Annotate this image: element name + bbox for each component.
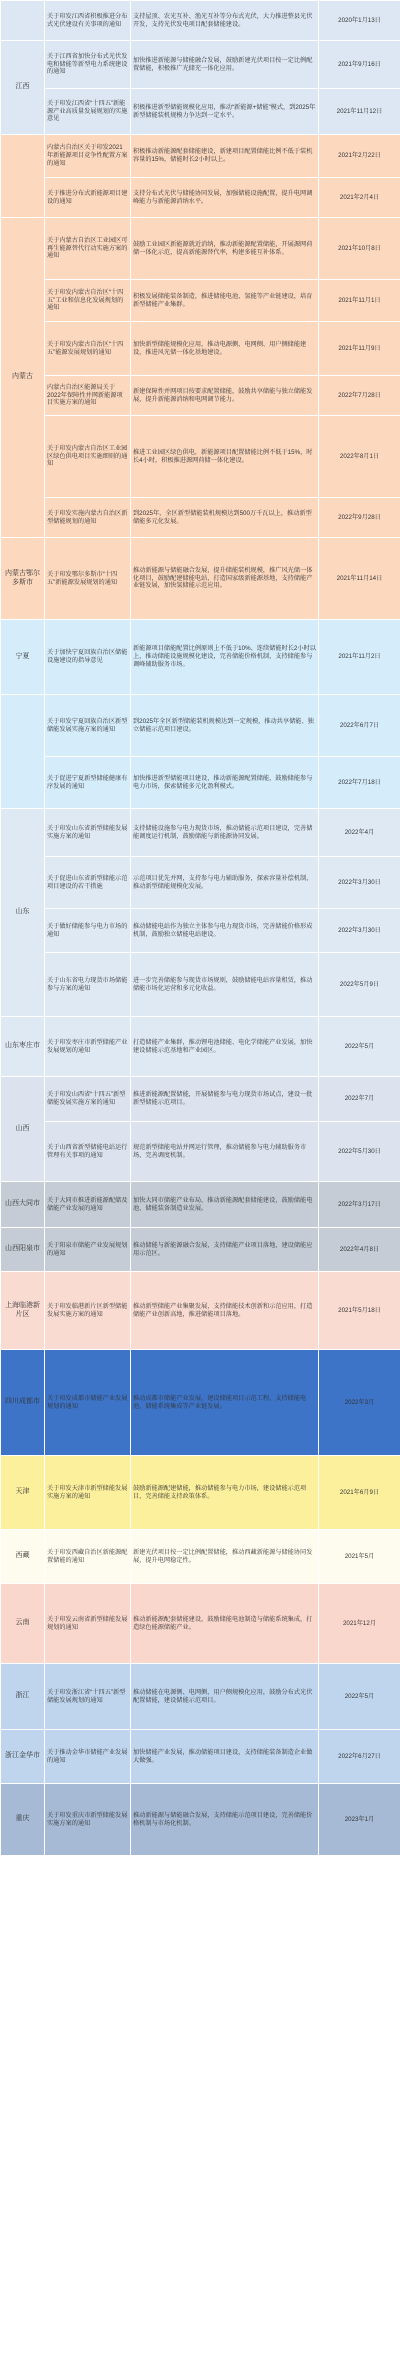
content-cell: 鼓励新能源配建储能，推动储能参与电力市场，建设储能示范项目，完善储能支持政策体系。 [131,1456,319,1530]
table-row [1,1784,400,1856]
policy-cell: 关于印发浙江省“十四五”新型储能发展规划的通知 [45,1664,131,1730]
table-row [1,280,400,322]
date-cell: 2021年6月9日 [319,1456,400,1530]
content-cell: 进一步完善储能参与现货市场规则，鼓励储能电站容量租赁，推动储能市场化运营和多元化收益。 [131,953,319,1017]
policy-cell: 关于印发江西省“十四五”新能源产业高质量发展规划的实施意见 [45,89,131,135]
policy-cell: 关于加快宁夏回族自治区储能设施建设的指导意见 [45,620,131,695]
date-cell: 2021年11月14日 [319,538,400,620]
table-row [1,41,400,89]
content-cell: 推动新能源配套储能建设，鼓励储能电池制造与储能系统集成，打造绿色能源储能产业。 [131,1584,319,1664]
table-row [1,1,400,41]
region-cell [1,695,45,809]
content-cell: 推进工业园区绿色供电，新能源项目配置储能比例不低于15%，时长4小时，积极推进源网荷储一体化建设。 [131,416,319,498]
table-row [1,416,400,498]
content-cell: 推动新能源与储能融合发展，支持储能示范项目建设，完善储能价格机制与市场化机制。 [131,1784,319,1856]
date-cell: 2022年6月7日 [319,695,400,757]
policy-cell: 关于推进分布式新能源项目建设的通知 [45,178,131,218]
content-cell: 加快推进新型储能项目建设，推动新能源配置储能，鼓励储能参与电力市场，探索储能多元化盈利模式。 [131,757,319,809]
table-row [1,1350,400,1456]
table-row [1,695,400,757]
region-cell: 浙江金华市 [1,1730,45,1784]
date-cell: 2022年8月1日 [319,416,400,498]
policy-cell: 关于印发枣庄市新型储能产业发展规划的通知 [45,1017,131,1077]
region-cell: 重庆 [1,1784,45,1856]
content-cell: 推动储能在电源侧、电网侧、用户侧规模化应用，鼓励分布式光伏配置储能，建设储能示范项目。 [131,1664,319,1730]
region-cell: 宁夏 [1,620,45,695]
region-cell: 山西大同市 [1,1182,45,1228]
table-row [1,620,400,695]
region-cell: 山东枣庄市 [1,1017,45,1077]
content-cell: 支持屋顶、农光互补、渔光互补等分布式光伏，大力推进整县光伏开发，支持光伏发电项目配套储能建设。 [131,1,319,41]
date-cell: 2021年11月9日 [319,322,400,376]
table-row [1,1730,400,1784]
policy-cell: 关于山西省新型储能电站运行管理有关事项的通知 [45,1122,131,1182]
region-cell: 上海临港新片区 [1,1272,45,1350]
date-cell: 2021年5月 [319,1530,400,1584]
date-cell: 2021年9月16日 [319,41,400,89]
table-row [1,218,400,280]
table-row [1,89,400,135]
content-cell: 规范新型储能电站并网运行管理，推动储能参与电力辅助服务市场，完善调度机制。 [131,1122,319,1182]
date-cell: 2022年4月8日 [319,1228,400,1272]
policy-cell: 关于印发山西省“十四五”新型储能发展实施方案的通知 [45,1077,131,1122]
table-row [1,809,400,857]
table-row [1,757,400,809]
content-cell: 支持储能设施参与电力现货市场，推动储能示范项目建设，完善储能调度运行机制，鼓励储能与新能源协同发展。 [131,809,319,857]
table-row [1,953,400,1017]
date-cell: 2022年5月30日 [319,1122,400,1182]
policy-cell: 关于印发山东省新型储能发展实施方案的通知 [45,809,131,857]
policy-cell: 关于江西省加快分布式光伏发电和储能等新型电力系统建设的通知 [45,41,131,89]
table-row [1,498,400,538]
content-cell: 积极推进新型储能规模化应用，推动“新能源+储能”模式，到2025年新型储能装机规模力争达到一定水平。 [131,89,319,135]
table-row [1,1456,400,1530]
content-cell: 推进新能源配置储能，开展储能参与电力现货市场试点，建设一批新型储能示范项目。 [131,1077,319,1122]
content-cell: 推动成都市储能产业发展，建设储能项目示范工程，支持储能电池、储能系统集成等产业链发展。 [131,1350,319,1456]
policy-cell: 关于印发成都市储能产业发展规划的通知 [45,1350,131,1456]
policy-cell: 关于印发实施内蒙古自治区新型储能规划的通知 [45,498,131,538]
date-cell: 2021年11月12日 [319,89,400,135]
policy-table-body [1,1,400,1856]
date-cell: 2022年7月28日 [319,376,400,416]
date-cell: 2021年11月2日 [319,620,400,695]
policy-cell: 关于促进宁夏新型储能健康有序发展的通知 [45,757,131,809]
region-cell: 山西 [1,1077,45,1182]
region-cell: 江西 [1,41,45,135]
policy-cell: 关于内蒙古自治区工业园区可再生能源替代行动实施方案的通知 [45,218,131,280]
policy-cell: 关于推动金华市储能产业发展的通知 [45,1730,131,1784]
date-cell: 2021年2月22日 [319,135,400,178]
content-cell: 加快新型储能规模化应用，推动电源侧、电网侧、用户侧储能建设，推进风光储一体化基地建设。 [131,322,319,376]
date-cell: 2022年7月 [319,1077,400,1122]
content-cell: 新能源项目储能配置比例原则上不低于10%、连续储能时长2小时以上，推动储能设施规模化建设，完善储能价格机制，支持储能参与调峰辅助服务市场。 [131,620,319,695]
content-cell: 推动新能源与储能融合发展，提升储能装机规模，推广风光储一体化项目，鼓励配建储能电站，打造国家级新能源基地，支持储能产业链发展，加快氢储能示范应用。 [131,538,319,620]
table-row [1,1017,400,1077]
policy-cell: 关于印发临港新片区新型储能发展实施方案的通知 [45,1272,131,1350]
table-row [1,538,400,620]
content-cell: 推动储能与新能源融合发展，支持储能产业项目落地，建设储能应用示范区。 [131,1228,319,1272]
content-cell: 新建光伏项目按一定比例配置储能，推动西藏新能源与储能协同发展，提升电网稳定性。 [131,1530,319,1584]
date-cell: 2022年3月30日 [319,857,400,909]
content-cell: 积极发展储能装备制造，推进储能电池、氢能等产业链建设，培育新型储能产业集群。 [131,280,319,322]
region-cell [1,135,45,218]
policy-cell: 关于印发内蒙古自治区“十四五”能源发展规划的通知 [45,322,131,376]
table-row [1,857,400,909]
policy-cell: 关于阳泉市储能产业发展规划的通知 [45,1228,131,1272]
policy-cell: 内蒙古自治区能源局关于2022年保障性并网新能源项目实施方案的通知 [45,376,131,416]
policy-cell: 关于印发云南省新型储能发展规划的通知 [45,1584,131,1664]
date-cell: 2021年10月8日 [319,218,400,280]
table-row [1,1272,400,1350]
policy-cell: 关于印发内蒙古自治区工业园区绿色供电项目实施细则的通知 [45,416,131,498]
table-row [1,1182,400,1228]
content-cell: 打造储能产业集群，推动锂电池储能、电化学储能产业发展，加快建设储能示范基地和产业园区。 [131,1017,319,1077]
table-row [1,1530,400,1584]
content-cell: 到2025年全区新型储能装机规模达到一定规模，推动共享储能、独立储能示范项目建设。 [131,695,319,757]
table-row [1,1228,400,1272]
table-row [1,135,400,178]
policy-cell: 关于印发西藏自治区新能源配置储能的通知 [45,1530,131,1584]
policy-cell: 关于印发重庆市新型储能发展实施方案的通知 [45,1784,131,1856]
table-row [1,1122,400,1182]
table-row [1,909,400,953]
policy-cell: 关于印发鄂尔多斯市“十四五”新能源发展规划的通知 [45,538,131,620]
policy-cell: 关于印发江西省积极推进分布式光伏建设有关事项的通知 [45,1,131,41]
date-cell: 2022年5月 [319,1664,400,1730]
date-cell: 2022年9月28日 [319,498,400,538]
table-row [1,1077,400,1122]
date-cell: 2022年5月 [319,1017,400,1077]
date-cell: 2022年5月9日 [319,953,400,1017]
date-cell: 2021年12月 [319,1584,400,1664]
policy-cell: 关于大同市推进新能源配储及储能产业发展的通知 [45,1182,131,1228]
content-cell: 加快推进新能源与储能融合发展，鼓励新建光伏项目按一定比例配置储能，积极推广光储充一体化应用。 [131,41,319,89]
policy-cell: 关于印发内蒙古自治区“十四五”工业和信息化发展规划的通知 [45,280,131,322]
content-cell: 支持分布式光伏与储能协同发展，加强储能设施配置，提升电网调峰能力与新能源消纳水平。 [131,178,319,218]
table-row [1,1584,400,1664]
content-cell: 新建保障性并网项目按要求配置储能，鼓励共享储能与独立储能发展，提升新能源消纳和电网调节能力。 [131,376,319,416]
date-cell: 2022年6月27日 [319,1730,400,1784]
region-cell: 内蒙古鄂尔多斯市 [1,538,45,620]
table-row [1,376,400,416]
policy-cell: 关于促进山东省新型储能示范项目建设的若干措施 [45,857,131,909]
region-cell: 天津 [1,1456,45,1530]
table-row [1,178,400,218]
date-cell: 2021年2月4日 [319,178,400,218]
date-cell: 2021年5月18日 [319,1272,400,1350]
date-cell: 2022年3月17日 [319,1182,400,1228]
table-row [1,1664,400,1730]
content-cell: 加快储能产业发展，推动储能项目建设，支持储能装备制造企业做大做强。 [131,1730,319,1784]
date-cell: 2020年1月13日 [319,1,400,41]
region-cell: 四川成都市 [1,1350,45,1456]
content-cell: 推动新型储能产业集聚发展，支持储能技术创新和示范应用，打造储能产业创新高地，推进储能项目落地。 [131,1272,319,1350]
date-cell: 2022年3月 [319,1350,400,1456]
region-cell: 内蒙古 [1,218,45,538]
region-cell [1,1,45,41]
policy-cell: 关于印发天津市新型储能发展实施方案的通知 [45,1456,131,1530]
policy-cell: 关于做好储能参与电力市场的通知 [45,909,131,953]
date-cell: 2023年1月 [319,1784,400,1856]
policy-cell: 内蒙古自治区关于印发2021年新能源项目竞争性配置方案的通知 [45,135,131,178]
content-cell: 推动储能电站作为独立主体参与电力现货市场，完善储能价格形成机制，鼓励独立储能电站建设。 [131,909,319,953]
region-cell: 山东 [1,809,45,1017]
region-cell: 浙江 [1,1664,45,1730]
region-cell: 云南 [1,1584,45,1664]
date-cell: 2022年3月30日 [319,909,400,953]
content-cell: 鼓励工业园区新能源就近消纳，推动新能源配置储能，开展源网荷储一体化示范，提高新能源替代率，构建多能互补体系。 [131,218,319,280]
content-cell: 到2025年，全区新型储能装机规模达到500万千瓦以上，推动新型储能多元化发展。 [131,498,319,538]
date-cell: 2021年11月1日 [319,280,400,322]
table-row [1,322,400,376]
date-cell: 2022年7月18日 [319,757,400,809]
date-cell: 2022年4月 [319,809,400,857]
content-cell: 示范项目优先并网，支持参与电力辅助服务，探索容量补偿机制，推动新型储能规模化发展。 [131,857,319,909]
policy-cell: 关于印发宁夏回族自治区新型储能发展实施方案的通知 [45,695,131,757]
region-cell: 西藏 [1,1530,45,1584]
policy-cell: 关于山东省电力现货市场储能参与方案的通知 [45,953,131,1017]
region-cell: 山西阳泉市 [1,1228,45,1272]
content-cell: 加快大同市储能产业布局，推动新能源配套储能建设，鼓励储能电池、储能装备制造业发展。 [131,1182,319,1228]
content-cell: 积极推动新能源配套储能建设，新建项目配置储能比例不低于装机容量的15%，储能时长2小时以上。 [131,135,319,178]
